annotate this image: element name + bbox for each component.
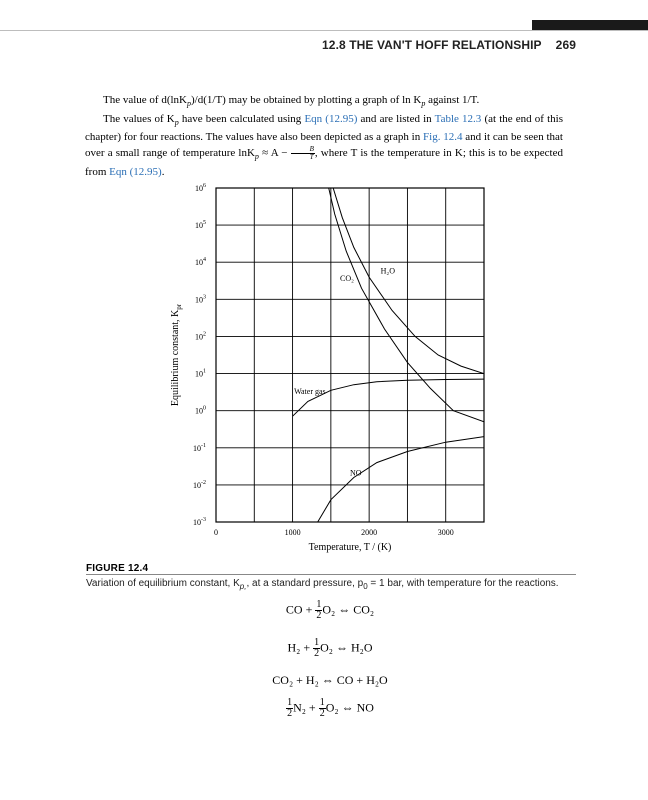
series-label-co2: CO₂ <box>340 273 354 283</box>
x-tick-label: 2000 <box>361 528 378 537</box>
series-line-no <box>316 437 485 526</box>
equation-no: $\frac{1}{2}$ N₂ + $\frac{1}{2}$ O₂ ⇔ NO <box>287 697 374 719</box>
x-tick-label: 1000 <box>284 528 301 537</box>
header-rule <box>0 30 648 31</box>
link-fig-12-4[interactable]: Fig. 12.4 <box>423 131 463 144</box>
figure-label: FIGURE 12.4 <box>86 563 149 574</box>
y-tick-label: $10^1$ <box>195 368 206 379</box>
y-tick-label: $10^2$ <box>195 331 206 342</box>
figure-caption: Variation of equilibrium constant, $K_{p,}$, at a standard pressure, $p_0 = 1$ bar, with temperature for the reactions. <box>86 578 559 591</box>
paragraph-1: The value of d(lnK$_p$)/d(1/T) may be obtained by plotting a graph of $\ln K_p$ against 1/T. <box>103 94 480 109</box>
y-tick-label: $10^{-3}$ <box>193 517 206 527</box>
y-tick-label: $10^6$ <box>195 183 206 193</box>
x-tick-label: 0 <box>214 528 218 537</box>
x-axis-label: Temperature, T / (K) <box>308 542 392 553</box>
x-tick-label: 3000 <box>437 528 454 537</box>
header-accent-bar <box>532 20 648 30</box>
y-tick-label: $10^4$ <box>195 257 206 268</box>
y-tick-label: $10^{-1}$ <box>193 442 206 453</box>
y-tick-label: $10^{-2}$ <box>193 479 206 490</box>
link-table-12-3[interactable]: Table 12.3 <box>434 112 482 125</box>
chart-svg <box>150 180 510 560</box>
y-tick-label: $10^5$ <box>195 220 206 231</box>
section-title: 12.8 THE VAN'T HOFF RELATIONSHIP <box>322 38 542 52</box>
y-axis-label: Equilibrium constant, $K_{pr}$ <box>170 303 183 407</box>
equation-co: CO + $\frac{1}{2}$ O₂ ⇔ CO₂ <box>285 599 375 621</box>
equilibrium-chart <box>150 180 510 560</box>
equation-water-gas: CO₂ + H₂ ⇔ CO + H₂O <box>272 673 388 687</box>
running-head <box>322 38 576 52</box>
y-tick-label: $10^3$ <box>195 294 206 305</box>
link-eqn-12-95-second[interactable]: Eqn (12.95) <box>109 165 162 178</box>
series-label-water-gas: Water gas <box>294 386 326 396</box>
page-number: 269 <box>555 38 576 52</box>
series-label-no: NO <box>350 468 362 478</box>
y-tick-label: $10^0$ <box>195 405 206 416</box>
paragraph-2: The values of $K_p$ have been calculated using Eqn (12.95) and are listed in Table 12.3 (at the end of this chapter) for four reactions. The values have also been depicted as a graph in Fig. 12.4 and it can be seen that over a small range of temperature lnK$_p$ ≈ A − $\frac{B}{T}$ , where T is the temperature in K; this is to be expected from Eqn (12.95). <box>85 112 564 178</box>
link-eqn-12-95[interactable]: Eqn (12.95) <box>304 112 358 125</box>
figure-rule <box>86 574 576 575</box>
body-text <box>85 93 563 180</box>
series-label-h2o: H₂O <box>380 266 395 276</box>
equation-h2: H₂ + $\frac{1}{2}$ O₂ ⇔ H₂O <box>287 637 373 659</box>
